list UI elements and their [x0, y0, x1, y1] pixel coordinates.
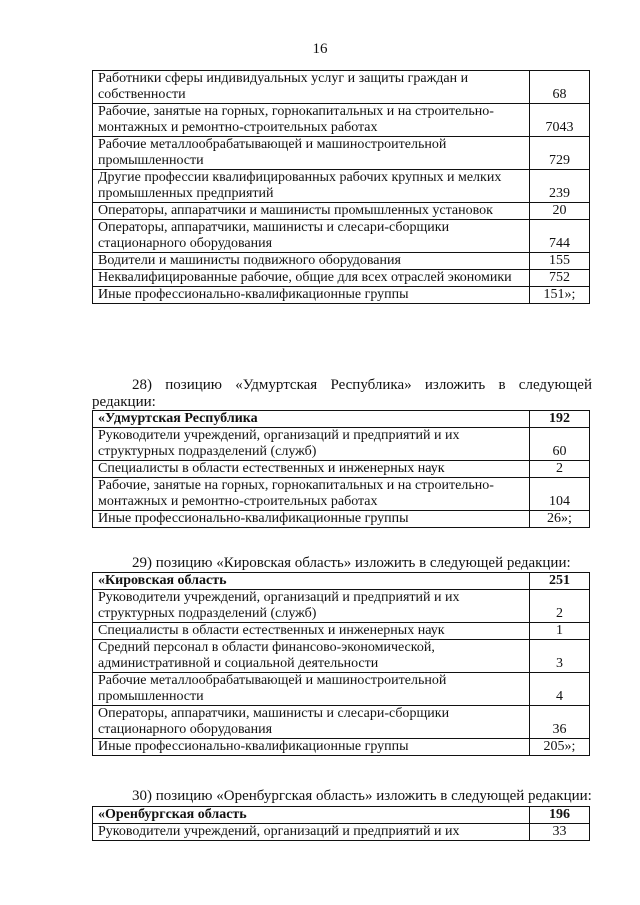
occupation-name: Специалисты в области естественных и инженерных наук	[93, 623, 530, 640]
quota-value: 3	[530, 640, 590, 673]
occupation-name: Средний персонал в области финансово-экономической, административной и социальной деятельности	[93, 640, 530, 673]
quota-value: 68	[530, 71, 590, 104]
table-row	[93, 220, 590, 253]
quota-value: 239	[530, 170, 590, 203]
occupation-name: Работники сферы индивидуальных услуг и защиты граждан и собственности	[93, 71, 530, 104]
region-total: 192	[530, 411, 590, 428]
quota-value: 36	[530, 706, 590, 739]
quota-value: 60	[530, 428, 590, 461]
quota-value: 151»;	[530, 287, 590, 304]
quota-value: 2	[530, 590, 590, 623]
quota-table-kirov-region	[92, 572, 590, 756]
occupation-name: Руководители учреждений, организаций и предприятий и их структурных подразделений (служб)	[93, 590, 530, 623]
table-row	[93, 673, 590, 706]
region-total: 251	[530, 573, 590, 590]
quota-value: 4	[530, 673, 590, 706]
table-row	[93, 461, 590, 478]
quota-value: 33	[530, 824, 590, 841]
occupation-name: Рабочие металлообрабатывающей и машиностроительной промышленности	[93, 673, 530, 706]
region-total: 196	[530, 807, 590, 824]
table-row	[93, 739, 590, 756]
quota-value: 20	[530, 203, 590, 220]
quota-value: 205»;	[530, 739, 590, 756]
table-row	[93, 640, 590, 673]
amendment-paragraph-29	[92, 555, 592, 572]
table-row	[93, 590, 590, 623]
table-row	[93, 203, 590, 220]
amendment-text: 30) позицию «Оренбургская область» изложить в следующей редакции:	[132, 788, 592, 804]
region-header-row	[93, 411, 590, 428]
region-name: «Удмуртская Республика	[93, 411, 530, 428]
quota-value: 7043	[530, 104, 590, 137]
table-row	[93, 511, 590, 528]
table-row	[93, 137, 590, 170]
page-number: 16	[312, 41, 328, 57]
amendment-text: 29) позицию «Кировская область» изложить в следующей редакции:	[132, 555, 571, 571]
occupation-name: Водители и машинисты подвижного оборудования	[93, 253, 530, 270]
table-row	[93, 253, 590, 270]
quota-value: 744	[530, 220, 590, 253]
table-row	[93, 478, 590, 511]
table-row	[93, 170, 590, 203]
table-row	[93, 104, 590, 137]
quota-value: 104	[530, 478, 590, 511]
occupation-name: Иные профессионально-квалификационные группы	[93, 287, 530, 304]
quota-value: 155	[530, 253, 590, 270]
occupation-name: Операторы, аппаратчики и машинисты промышленных установок	[93, 203, 530, 220]
occupation-name: Неквалифицированные рабочие, общие для всех отраслей экономики	[93, 270, 530, 287]
region-name: «Кировская область	[93, 573, 530, 590]
occupation-name: Рабочие, занятые на горных, горнокапитальных и на строительно-монтажных и ремонтно-строительных работах	[93, 478, 530, 511]
quota-value: 752	[530, 270, 590, 287]
amendment-paragraph-30	[92, 788, 592, 805]
amendment-paragraph-28	[92, 377, 592, 411]
region-header-row	[93, 807, 590, 824]
table-row	[93, 71, 590, 104]
occupation-name: Операторы, аппаратчики, машинисты и слесари-сборщики стационарного оборудования	[93, 220, 530, 253]
occupation-name: Руководители учреждений, организаций и предприятий и их структурных подразделений (служб)	[93, 428, 530, 461]
occupation-name: Иные профессионально-квалификационные группы	[93, 511, 530, 528]
region-header-row	[93, 573, 590, 590]
occupation-name: Другие профессии квалифицированных рабочих крупных и мелких промышленных предприятий	[93, 170, 530, 203]
table-row	[93, 623, 590, 640]
quota-table-orenburg-region	[92, 806, 590, 841]
quota-value: 2	[530, 461, 590, 478]
quota-value: 26»;	[530, 511, 590, 528]
occupation-name: Рабочие, занятые на горных, горнокапитальных и на строительно-монтажных и ремонтно-строительных работах	[93, 104, 530, 137]
quota-table-continued	[92, 70, 590, 304]
table-row	[93, 824, 590, 841]
quota-value: 729	[530, 137, 590, 170]
table-row	[93, 287, 590, 304]
region-name: «Оренбургская область	[93, 807, 530, 824]
occupation-name: Операторы, аппаратчики, машинисты и слесари-сборщики стационарного оборудования	[93, 706, 530, 739]
occupation-name: Руководители учреждений, организаций и предприятий и их	[93, 824, 530, 841]
quota-table-udmurt-republic	[92, 410, 590, 528]
occupation-name: Рабочие металлообрабатывающей и машиностроительной промышленности	[93, 137, 530, 170]
quota-value: 1	[530, 623, 590, 640]
table-row	[93, 270, 590, 287]
table-row	[93, 706, 590, 739]
table-row	[93, 428, 590, 461]
occupation-name: Иные профессионально-квалификационные группы	[93, 739, 530, 756]
occupation-name: Специалисты в области естественных и инженерных наук	[93, 461, 530, 478]
amendment-text: 28) позицию «Удмуртская Республика» изложить в следующей редакции:	[92, 377, 592, 410]
